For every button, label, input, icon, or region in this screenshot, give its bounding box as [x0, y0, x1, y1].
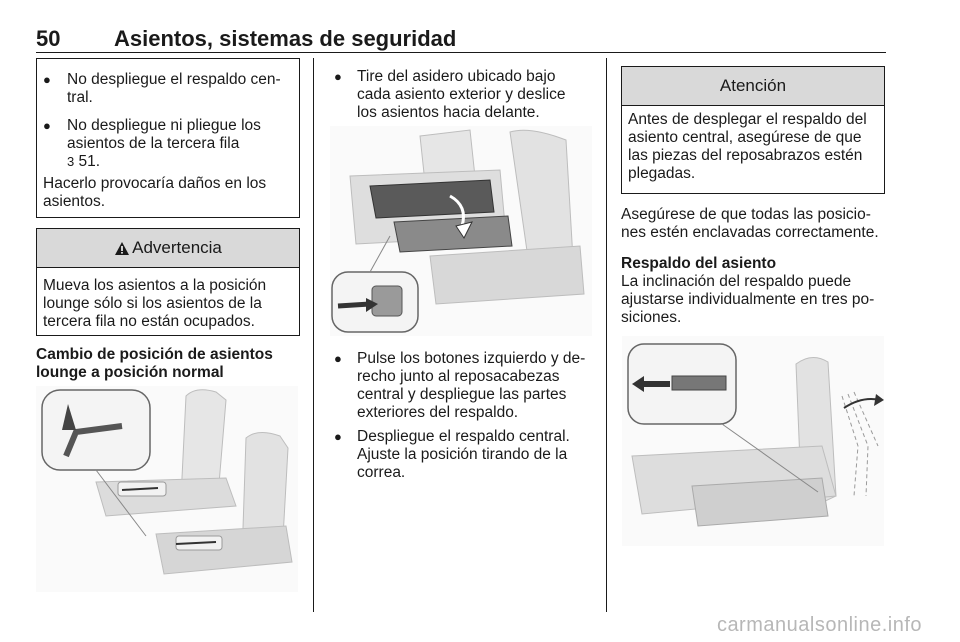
- bullet-text: No despliegue ni pliegue los asientos de la tercera fila 3 51.: [67, 117, 261, 170]
- bullet-text: Pulse los botones izquierdo y de- recho junto al reposacabezas central y despliegue las partes exteriores del respaldo.: [357, 350, 586, 421]
- bullet-icon: ●: [334, 69, 342, 84]
- warning-box: [36, 228, 300, 336]
- bullet-icon: ●: [334, 351, 342, 366]
- warning-header: [37, 229, 299, 268]
- attention-title: Atención: [719, 76, 787, 95]
- paragraph: Asegúrese de que todas las posicio- nes estén enclavadas correctamente.: [621, 206, 879, 241]
- bullet-text: Despliegue el respaldo central. Ajuste la posición tirando de la correa.: [357, 428, 570, 481]
- subheading: Respaldo del asiento: [621, 255, 777, 272]
- section-heading: Cambio de posición de asientos lounge a posición normal: [36, 346, 273, 381]
- column-divider: [606, 58, 607, 612]
- bullet-icon: ●: [43, 118, 51, 133]
- page-header: [36, 22, 886, 53]
- attention-text: Antes de desplegar el respaldo del asiento central, asegúrese de que las piezas del reposabrazos estén plegadas.: [628, 111, 867, 182]
- bullet-icon: ●: [43, 72, 51, 87]
- page-reference-icon: 3: [67, 154, 75, 169]
- paragraph: La inclinación del respaldo puede ajustarse individualmente en tres po- siciones.: [621, 273, 875, 326]
- attention-header: [622, 67, 884, 106]
- page-title: Asientos, sistemas de seguridad: [114, 26, 457, 51]
- warning-title: Advertencia: [132, 238, 222, 257]
- bullet-icon: ●: [334, 429, 342, 444]
- column-divider: [313, 58, 314, 612]
- note-paragraph: Hacerlo provocaría daños en los asientos.: [43, 175, 267, 210]
- page-number: 50: [36, 26, 61, 51]
- seat-illustration-lounge: [36, 386, 298, 592]
- bullet-text: No despliegue el respaldo cen- tral.: [67, 71, 281, 106]
- page-reference[interactable]: 51.: [78, 153, 101, 170]
- warning-text: Mueva los asientos a la posición lounge sólo si los asientos de la tercera fila no están ocupados.: [43, 277, 267, 330]
- backrest-recline-illustration: [622, 336, 884, 546]
- warning-triangle-icon: [114, 241, 130, 256]
- seat-illustration-slide: [330, 126, 592, 336]
- bullet-text: Tire del asidero ubicado bajo cada asiento exterior y deslice los asientos hacia delante.: [357, 68, 566, 121]
- watermark: carmanualsonline.info: [716, 614, 922, 636]
- attention-box: [621, 66, 885, 194]
- note-box: [36, 58, 300, 218]
